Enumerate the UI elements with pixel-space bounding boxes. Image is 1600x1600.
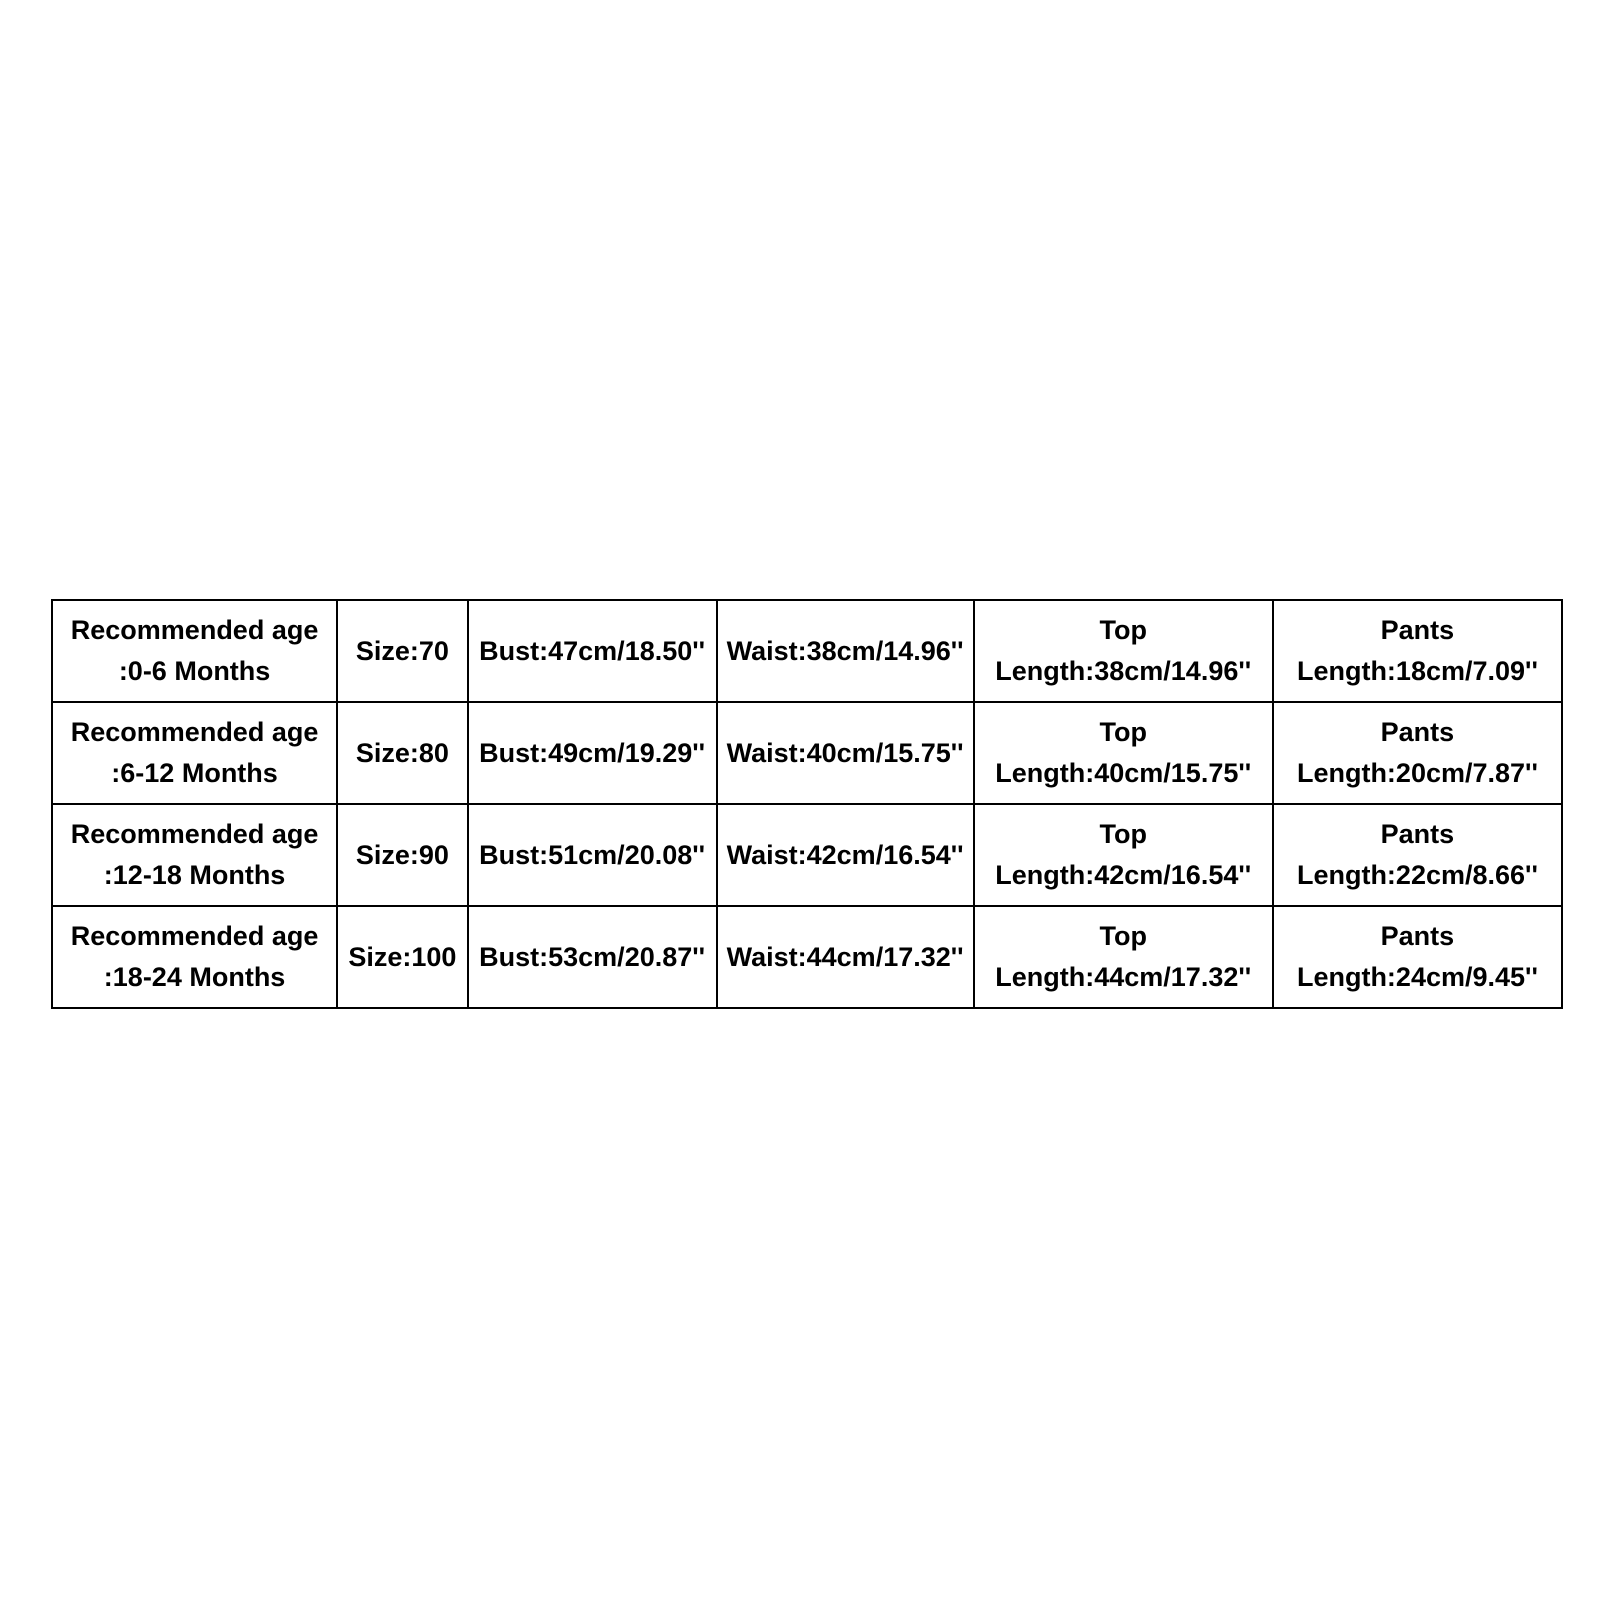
- pants-length-value: Length:20cm/7.87'': [1296, 758, 1538, 788]
- top-length-cell: [974, 906, 1273, 1008]
- pants-length-cell: [1273, 600, 1562, 702]
- age-cell: [52, 804, 337, 906]
- size-value: Size:80: [355, 737, 449, 768]
- bust-cell: [468, 804, 717, 906]
- size-value: Size:90: [355, 839, 449, 870]
- top-length-value: Length:42cm/16.54'': [995, 860, 1252, 890]
- table-row: [52, 600, 1562, 702]
- size-value: Size:70: [355, 635, 449, 666]
- age-value: :12-18 Months: [103, 860, 286, 890]
- pants-label: Pants: [1380, 819, 1455, 849]
- table-row: [52, 702, 1562, 804]
- size-chart-table: [51, 599, 1563, 1009]
- bust-value: Bust:53cm/20.87'': [479, 941, 706, 972]
- top-label: Top: [1099, 615, 1147, 645]
- pants-length-cell: [1273, 906, 1562, 1008]
- top-length-value: Length:44cm/17.32'': [995, 962, 1252, 992]
- waist-cell: [717, 702, 974, 804]
- age-value: :0-6 Months: [118, 656, 271, 686]
- age-cell: [52, 702, 337, 804]
- waist-cell: [717, 906, 974, 1008]
- top-length-cell: [974, 702, 1273, 804]
- pants-length-cell: [1273, 804, 1562, 906]
- size-cell: [337, 804, 468, 906]
- waist-value: Waist:40cm/15.75'': [726, 737, 964, 768]
- top-length-value: Length:38cm/14.96'': [995, 656, 1252, 686]
- pants-label: Pants: [1380, 921, 1455, 951]
- pants-label: Pants: [1380, 615, 1455, 645]
- bust-value: Bust:47cm/18.50'': [479, 635, 706, 666]
- age-label: Recommended age: [70, 819, 319, 849]
- age-cell: [52, 906, 337, 1008]
- size-cell: [337, 702, 468, 804]
- pants-length-value: Length:22cm/8.66'': [1296, 860, 1538, 890]
- age-label: Recommended age: [70, 921, 319, 951]
- pants-length-cell: [1273, 702, 1562, 804]
- bust-value: Bust:49cm/19.29'': [479, 737, 706, 768]
- age-value: :18-24 Months: [103, 962, 286, 992]
- bust-cell: [468, 702, 717, 804]
- bust-cell: [468, 906, 717, 1008]
- waist-value: Waist:44cm/17.32'': [726, 941, 964, 972]
- top-length-cell: [974, 600, 1273, 702]
- age-value: :6-12 Months: [111, 758, 278, 788]
- age-cell: [52, 600, 337, 702]
- waist-value: Waist:42cm/16.54'': [726, 839, 964, 870]
- table-row: [52, 804, 1562, 906]
- top-length-value: Length:40cm/15.75'': [995, 758, 1252, 788]
- age-label: Recommended age: [70, 615, 319, 645]
- top-label: Top: [1099, 717, 1147, 747]
- waist-cell: [717, 600, 974, 702]
- top-length-cell: [974, 804, 1273, 906]
- age-label: Recommended age: [70, 717, 319, 747]
- top-label: Top: [1099, 819, 1147, 849]
- top-label: Top: [1099, 921, 1147, 951]
- pants-label: Pants: [1380, 717, 1455, 747]
- waist-cell: [717, 804, 974, 906]
- pants-length-value: Length:18cm/7.09'': [1296, 656, 1538, 686]
- size-cell: [337, 906, 468, 1008]
- bust-cell: [468, 600, 717, 702]
- bust-value: Bust:51cm/20.08'': [479, 839, 706, 870]
- size-value: Size:100: [348, 941, 457, 972]
- table-row: [52, 906, 1562, 1008]
- pants-length-value: Length:24cm/9.45'': [1296, 962, 1538, 992]
- waist-value: Waist:38cm/14.96'': [726, 635, 964, 666]
- size-cell: [337, 600, 468, 702]
